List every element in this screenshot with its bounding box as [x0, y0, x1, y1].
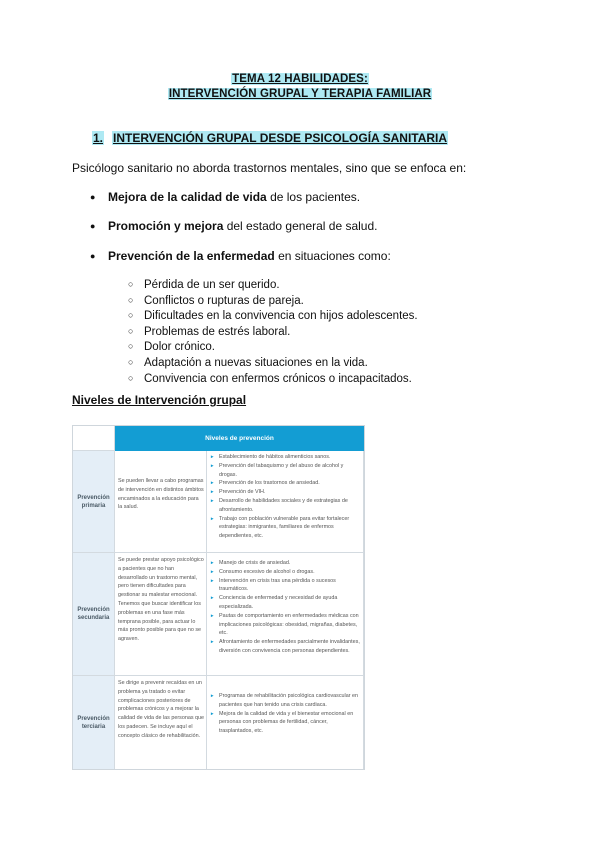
table-list-item: ► Trabajo con población vulnerable para evitar fortalecer estrategias: inmigrantes, familiares de enfermos dependientes, etc. — [210, 515, 361, 541]
table-list-item: ► Afrontamiento de enfermedades parcialmente invalidantes, diversión con convivencia con personas dependientes. — [210, 638, 361, 656]
bullet-dot-icon: ● — [90, 192, 96, 202]
bullet-item: ● Prevención de la enfermedad en situaciones como: — [90, 249, 391, 263]
bullet-item: ● Mejora de la calidad de vida de los pacientes. — [90, 190, 361, 204]
table-list-item: ► Prevención de VIH. — [210, 488, 361, 497]
row-label-terciaria: Prevención terciaria — [73, 676, 115, 769]
document-title-line-2: INTERVENCIÓN GRUPAL Y TERAPIA FAMILIAR — [168, 88, 432, 100]
prevention-situations-list — [128, 277, 418, 386]
row-label-secundaria: Prevención secundaria — [73, 553, 115, 676]
list-item: ○ Dolor crónico. — [128, 341, 215, 354]
row-actions-primaria — [207, 451, 364, 553]
table-list-item: ► Conciencia de enfermedad y necesidad de ayuda especializada. — [210, 594, 361, 612]
bullet-item: ● Promoción y mejora del estado general de salud. — [90, 219, 378, 233]
table-list-item: ► Mejora de la calidad de vida y el bienestar emocional en personas con problemas de fertilidad, cáncer, trasplantados, etc. — [210, 710, 361, 736]
list-item: ○ Conflictos o rupturas de pareja. — [128, 294, 304, 307]
document-title-line-1: TEMA 12 HABILIDADES: — [232, 73, 368, 85]
circle-bullet-icon: ○ — [128, 310, 134, 321]
list-item: ○ Adaptación a nuevas situaciones en la vida. — [128, 356, 368, 369]
circle-bullet-icon: ○ — [128, 341, 134, 352]
table-list-item: ► Manejo de crisis de ansiedad. — [210, 559, 361, 568]
section-1-number: 1. — [93, 131, 104, 145]
circle-bullet-icon: ○ — [128, 356, 134, 367]
table-list-item: ► Establecimiento de hábitos alimenticios sanos. — [210, 453, 361, 462]
circle-bullet-icon: ○ — [128, 294, 134, 305]
section-1-heading: 1. INTERVENCIÓN GRUPAL DESDE PSICOLOGÍA SANITARIA — [93, 131, 448, 145]
table-list-item: ► Pautas de comportamiento en enfermedades médicas con implicaciones psicológicas: obesidad, migrañas, diabetes, etc. — [210, 612, 361, 638]
circle-bullet-icon: ○ — [128, 372, 134, 383]
row-actions-terciaria — [207, 676, 364, 769]
table-list-item: ► Desarrollo de habilidades sociales y de estrategias de afrontamiento. — [210, 497, 361, 515]
table-header: Niveles de prevención — [115, 426, 364, 451]
table-list-item: ► Intervención en crisis tras una pérdida o sucesos traumáticos. — [210, 577, 361, 595]
row-label-primaria: Prevención primaria — [73, 451, 115, 553]
list-item: ○ Convivencia con enfermos crónicos o incapacitados. — [128, 372, 412, 385]
circle-bullet-icon: ○ — [128, 325, 134, 336]
row-description-terciaria: Se dirige a prevenir recaídas en un problema ya tratado o evitar complicaciones posteriores de problemas crónicos y a mejorar la calidad de vida de las personas que los padecen. Se incluye aquí el concepto clásico de rehabilitación. — [115, 676, 207, 769]
prevention-levels-table — [72, 425, 365, 770]
bullet-dot-icon: ● — [90, 251, 96, 261]
table-list-item: ► Prevención de los trastornos de ansiedad. — [210, 479, 361, 488]
table-list-item: ► Consumo excesivo de alcohol o drogas. — [210, 568, 361, 577]
list-item: ○ Pérdida de un ser querido. — [128, 279, 280, 291]
table-list-item: ► Prevención del tabaquismo y del abuso de alcohol y drogas. — [210, 462, 361, 480]
row-actions-secundaria — [207, 553, 364, 676]
bullet-dot-icon: ● — [90, 221, 96, 231]
list-item: ○ Dificultades en la convivencia con hijos adolescentes. — [128, 310, 418, 323]
row-description-secundaria: Se puede prestar apoyo psicológico a pacientes que no han desarrollado un trastorno mental, pero tienen dificultades para gestionar su malestar emocional. Tenemos que buscar identificar los problemas en una fase más temprana posible, para actuar lo más pronto posible para que no se agraven. — [115, 553, 207, 676]
section-2-heading: Niveles de Intervención grupal — [72, 393, 247, 407]
list-item: ○ Problemas de estrés laboral. — [128, 325, 291, 338]
row-description-primaria: Se pueden llevar a cabo programas de intervención en distintos ámbitos encaminados a la educación para la salud. — [115, 451, 207, 553]
table-list-item: ► Programas de rehabilitación psicológica cardiovascular en pacientes que han tenido una crisis cardiaca. — [210, 692, 361, 710]
table-corner-cell — [73, 426, 115, 451]
section-1-intro: Psicólogo sanitario no aborda trastornos mentales, sino que se enfoca en: — [72, 161, 467, 175]
circle-bullet-icon: ○ — [128, 279, 134, 289]
